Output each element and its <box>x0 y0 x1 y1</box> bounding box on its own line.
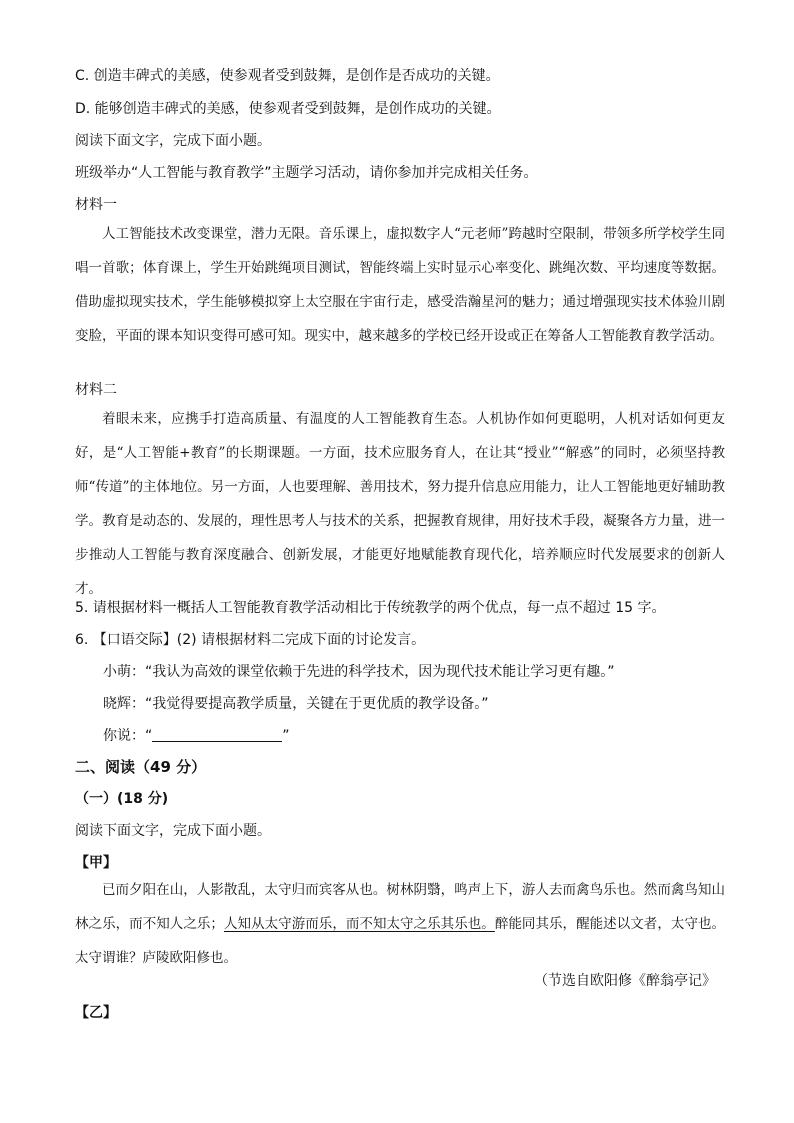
material1-heading: 材料一 <box>75 197 117 213</box>
jia-text-before: 已而夕阳在山，人影散乱，太守归而宾客从也。树林阴翳，鸣声上下，游人去而禽鸟乐也。然而禽鸟知山林之乐，而不知人之乐； <box>75 882 725 932</box>
option-c: C. 创造丰碑式的美感，使参观者受到鼓舞，是创作是否成功的关键。 <box>75 68 500 84</box>
you-say-close: ” <box>282 728 290 744</box>
xiaohui-statement: 晓辉：“我觉得要提高教学质量，关键在于更优质的教学设备。” <box>103 696 489 712</box>
jia-text <box>75 873 725 975</box>
you-say-open: 你说：“ <box>103 728 153 744</box>
question-5: 5. 请根据材料一概括人工智能教育教学活动相比于传统教学的两个优点，每一点不超过 15 字。 <box>75 600 666 616</box>
reading-instruction: 阅读下面文字，完成下面小题。 <box>75 133 271 149</box>
xiaomeng-statement: 小萌：“我认为高效的课堂依赖于先进的科学技术，因为现代技术能让学习更有趣。” <box>103 664 615 680</box>
material2-heading: 材料二 <box>75 382 117 398</box>
jia-text-underlined: 人知从太守游而乐，而不知太守之乐其乐也。 <box>223 916 495 932</box>
answer-blank[interactable] <box>152 727 282 742</box>
question-6-label: 6. 【口语交际】(2) 请根据材料二完成下面的讨论发言。 <box>75 632 426 648</box>
part-1-heading: （一）(18 分) <box>75 791 169 807</box>
activity-intro: 班级举办“人工智能与教育教学”主题学习活动，请你参加并完成相关任务。 <box>75 165 538 181</box>
option-d: D. 能够创造丰碑式的美感，使参观者受到鼓舞，是创作成功的关键。 <box>75 101 501 117</box>
jia-text-after: 醉能同其乐，醒能述以文者，太守也。太守谓谁？庐陵欧阳修也。 <box>75 916 726 966</box>
source-citation: （节选自欧阳修《醉翁亭记》 <box>534 973 716 989</box>
reading-instruction-2: 阅读下面文字，完成下面小题。 <box>75 823 271 839</box>
yi-label: 【乙】 <box>75 1005 117 1021</box>
your-answer-line <box>103 726 290 746</box>
material2-text: 着眼未来，应携手打造高质量、有温度的人工智能教育生态。人机协作如何更聪明，人机对话如何更友好，是“人工智能+教育”的长期课题。一方面，技术应服务育人，在让其“授业”“解惑”的同时，必须坚持教师“传道”的主体地位。另一方面，人也要理解、善用技术，努力提升信息应用能力，让人工智能地更好辅助教学。教育是动态的、发展的，理性思考人与技术的关系，把握教育规律，用好技术手段，凝聚各方力量，进一步推动人工智能与教育深度融合、创新发展，才能更好地赋能教育现代化，培养顺应时代发展要求的创新人才。 <box>75 411 725 597</box>
jia-label: 【甲】 <box>75 855 117 871</box>
section-2-heading: 二、阅读（49 分） <box>75 758 207 776</box>
material1-text: 人工智能技术改变课堂，潜力无限。音乐课上，虚拟数字人“元老师”跨越时空限制，带领多所学校学生同唱一首歌；体育课上，学生开始跳绳项目测试，智能终端上实时显示心率变化、跳绳次数、平均速度等数据。借助虚拟现实技术，学生能够模拟穿上太空服在宇宙行走，感受浩瀚星河的魅力；通过增强现实技术体验川剧变脸，平面的课本知识变得可感可知。现实中，越来越多的学校已经开设或正在筹备人工智能教育教学活动。 <box>75 226 725 344</box>
